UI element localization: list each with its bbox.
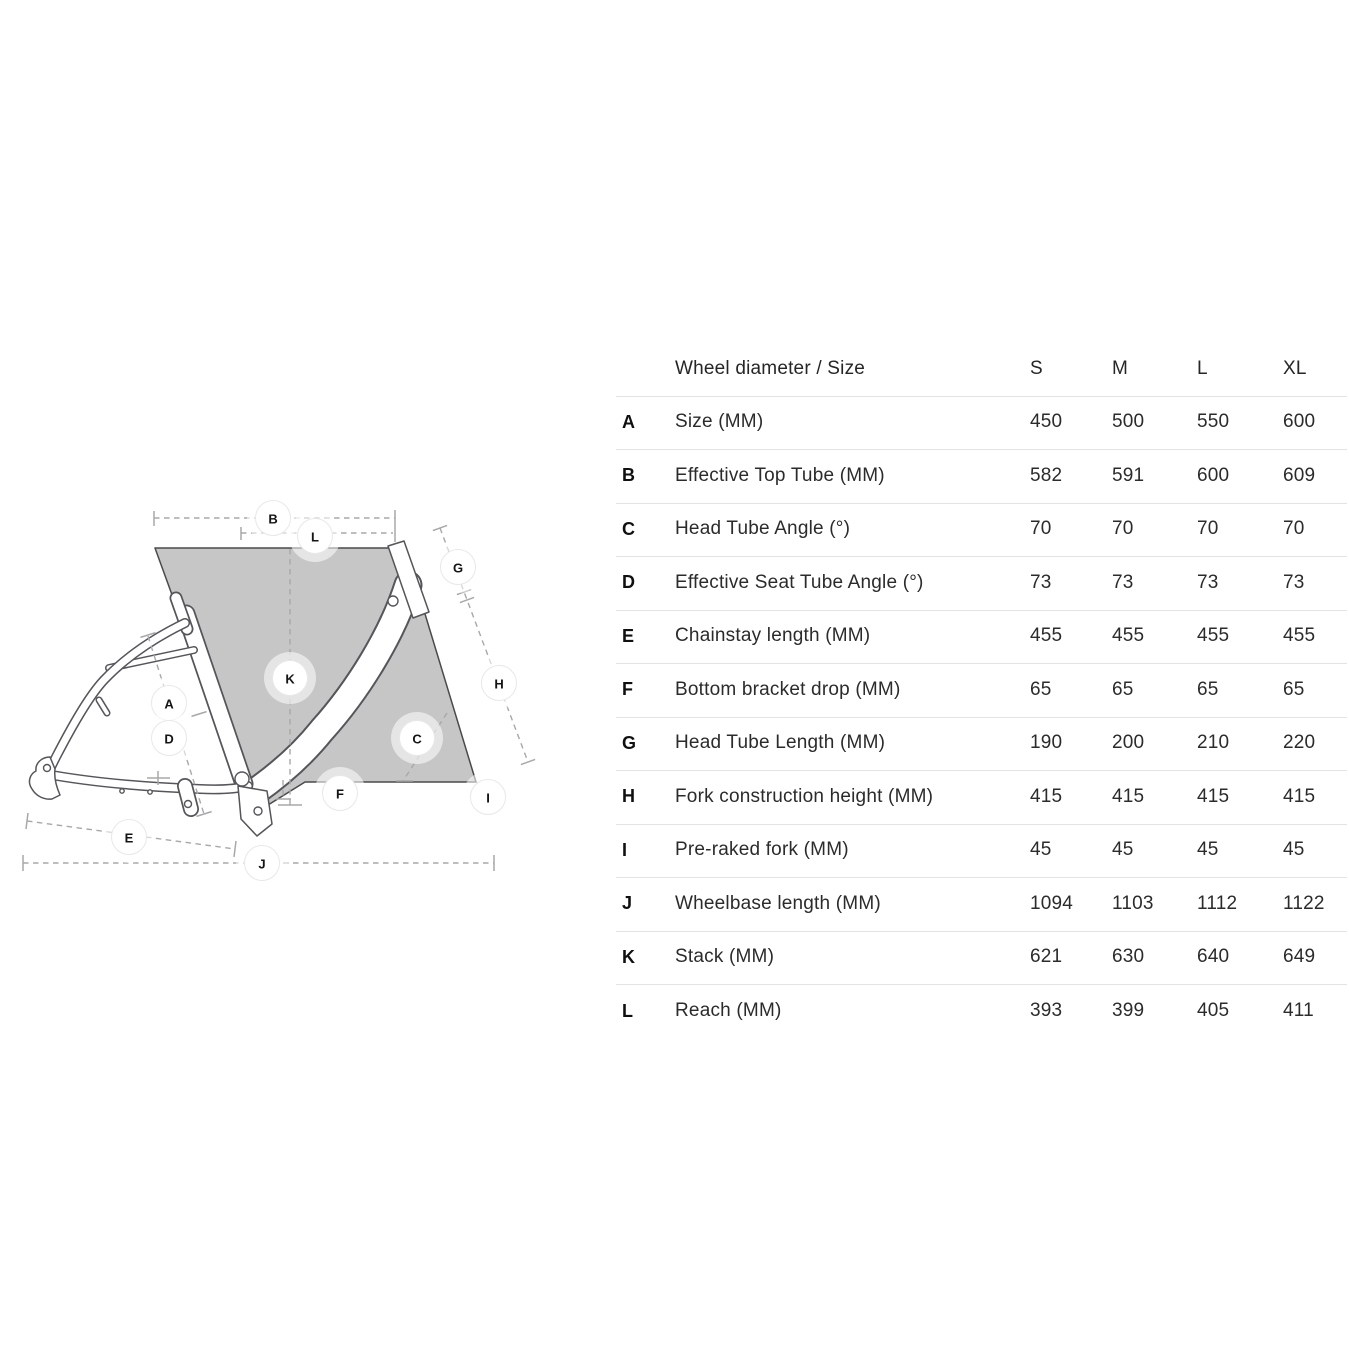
svg-text:I: I <box>486 790 490 806</box>
row-value-m: 1103 <box>1112 892 1154 914</box>
row-value-l: 405 <box>1197 1000 1230 1022</box>
row-value-xl: 65 <box>1283 678 1305 700</box>
row-label: Reach (MM) <box>675 1000 782 1022</box>
row-value-s: 45 <box>1030 839 1052 861</box>
row-letter: K <box>622 946 636 967</box>
table-row <box>616 397 1347 451</box>
row-label: Size (MM) <box>675 411 764 433</box>
row-value-s: 190 <box>1030 732 1063 754</box>
row-letter: H <box>622 786 636 807</box>
row-value-xl: 415 <box>1283 785 1316 807</box>
row-value-s: 582 <box>1030 464 1063 486</box>
table-row <box>616 932 1347 986</box>
row-letter: D <box>622 572 636 593</box>
marker-l <box>289 510 341 562</box>
row-value-m: 73 <box>1112 571 1134 593</box>
row-value-s: 70 <box>1030 518 1052 540</box>
row-value-m: 70 <box>1112 518 1134 540</box>
row-value-l: 455 <box>1197 625 1230 647</box>
row-letter: L <box>622 1000 634 1021</box>
svg-text:A: A <box>164 696 174 712</box>
row-label: Stack (MM) <box>675 946 775 968</box>
header-size-m: M <box>1112 357 1129 379</box>
marker-f <box>314 767 366 819</box>
row-value-xl: 609 <box>1283 464 1316 486</box>
row-letter: G <box>622 732 637 753</box>
svg-text:G: G <box>452 560 464 576</box>
row-value-m: 399 <box>1112 1000 1145 1022</box>
svg-text:H: H <box>494 676 504 692</box>
row-value-l: 70 <box>1197 518 1219 540</box>
row-value-m: 415 <box>1112 785 1145 807</box>
row-value-l: 600 <box>1197 464 1230 486</box>
row-label: Head Tube Length (MM) <box>675 732 886 754</box>
row-label: Fork construction height (MM) <box>675 785 934 807</box>
header-size-s: S <box>1030 357 1043 379</box>
row-label: Pre-raked fork (MM) <box>675 839 849 861</box>
marker-j <box>236 837 288 889</box>
row-letter: C <box>622 518 636 539</box>
svg-text:E: E <box>124 830 134 846</box>
table-row <box>616 718 1347 772</box>
marker-e <box>103 811 155 863</box>
svg-text:C: C <box>412 731 422 747</box>
row-label: Chainstay length (MM) <box>675 625 871 647</box>
row-value-xl: 220 <box>1283 732 1316 754</box>
row-value-m: 630 <box>1112 946 1145 968</box>
row-value-xl: 73 <box>1283 571 1305 593</box>
row-value-s: 415 <box>1030 785 1063 807</box>
row-value-s: 450 <box>1030 411 1063 433</box>
svg-text:K: K <box>285 671 295 687</box>
header-size-xl: XL <box>1283 357 1307 379</box>
table-header-row <box>616 343 1347 397</box>
row-label: Wheelbase length (MM) <box>675 892 881 914</box>
table-row <box>616 985 1347 1039</box>
row-value-s: 455 <box>1030 625 1063 647</box>
row-letter: E <box>622 625 635 646</box>
row-label: Head Tube Angle (°) <box>675 518 851 540</box>
row-value-l: 45 <box>1197 839 1219 861</box>
table-row <box>616 504 1347 558</box>
row-value-m: 200 <box>1112 732 1145 754</box>
row-letter: I <box>622 839 628 860</box>
row-value-xl: 411 <box>1283 1000 1314 1022</box>
row-value-s: 1094 <box>1030 892 1074 914</box>
row-value-l: 210 <box>1197 732 1230 754</box>
row-value-l: 73 <box>1197 571 1219 593</box>
row-value-xl: 70 <box>1283 518 1305 540</box>
row-value-m: 45 <box>1112 839 1134 861</box>
table-row <box>616 771 1347 825</box>
table-row <box>616 450 1347 504</box>
row-value-m: 455 <box>1112 625 1145 647</box>
table-row <box>616 825 1347 879</box>
header-size-l: L <box>1197 357 1208 379</box>
header-label: Wheel diameter / Size <box>675 357 866 379</box>
row-value-s: 621 <box>1030 946 1063 968</box>
table-row <box>616 878 1347 932</box>
row-value-l: 415 <box>1197 785 1230 807</box>
svg-text:B: B <box>268 511 278 527</box>
svg-text:J: J <box>258 856 266 872</box>
table-row <box>616 557 1347 611</box>
row-value-l: 65 <box>1197 678 1219 700</box>
row-value-m: 591 <box>1112 464 1145 486</box>
svg-text:D: D <box>164 731 174 747</box>
frame-geometry-diagram <box>0 480 560 900</box>
row-label: Bottom bracket drop (MM) <box>675 678 901 700</box>
table-row <box>616 664 1347 718</box>
row-letter: J <box>622 893 633 914</box>
row-value-s: 73 <box>1030 571 1052 593</box>
row-value-s: 393 <box>1030 1000 1063 1022</box>
marker-c <box>391 712 443 764</box>
svg-text:L: L <box>311 529 319 545</box>
geometry-table <box>616 343 1347 1039</box>
row-value-xl: 455 <box>1283 625 1316 647</box>
row-value-xl: 45 <box>1283 839 1305 861</box>
row-letter: F <box>622 679 634 700</box>
marker-d <box>143 712 195 764</box>
marker-g <box>432 541 484 593</box>
row-letter: A <box>622 411 636 432</box>
marker-i <box>462 771 514 823</box>
row-letter: B <box>622 465 636 486</box>
row-value-l: 1112 <box>1197 892 1238 914</box>
table-row <box>616 611 1347 665</box>
row-value-m: 65 <box>1112 678 1134 700</box>
row-label: Effective Seat Tube Angle (°) <box>675 571 924 593</box>
row-value-xl: 600 <box>1283 411 1316 433</box>
row-value-l: 640 <box>1197 946 1230 968</box>
row-label: Effective Top Tube (MM) <box>675 464 885 486</box>
row-value-m: 500 <box>1112 411 1145 433</box>
marker-h <box>473 657 525 709</box>
marker-k <box>264 652 316 704</box>
svg-text:F: F <box>336 786 344 802</box>
row-value-l: 550 <box>1197 411 1230 433</box>
row-value-xl: 1122 <box>1283 892 1325 914</box>
bottom-bracket <box>235 772 249 786</box>
row-value-s: 65 <box>1030 678 1052 700</box>
row-value-xl: 649 <box>1283 946 1316 968</box>
